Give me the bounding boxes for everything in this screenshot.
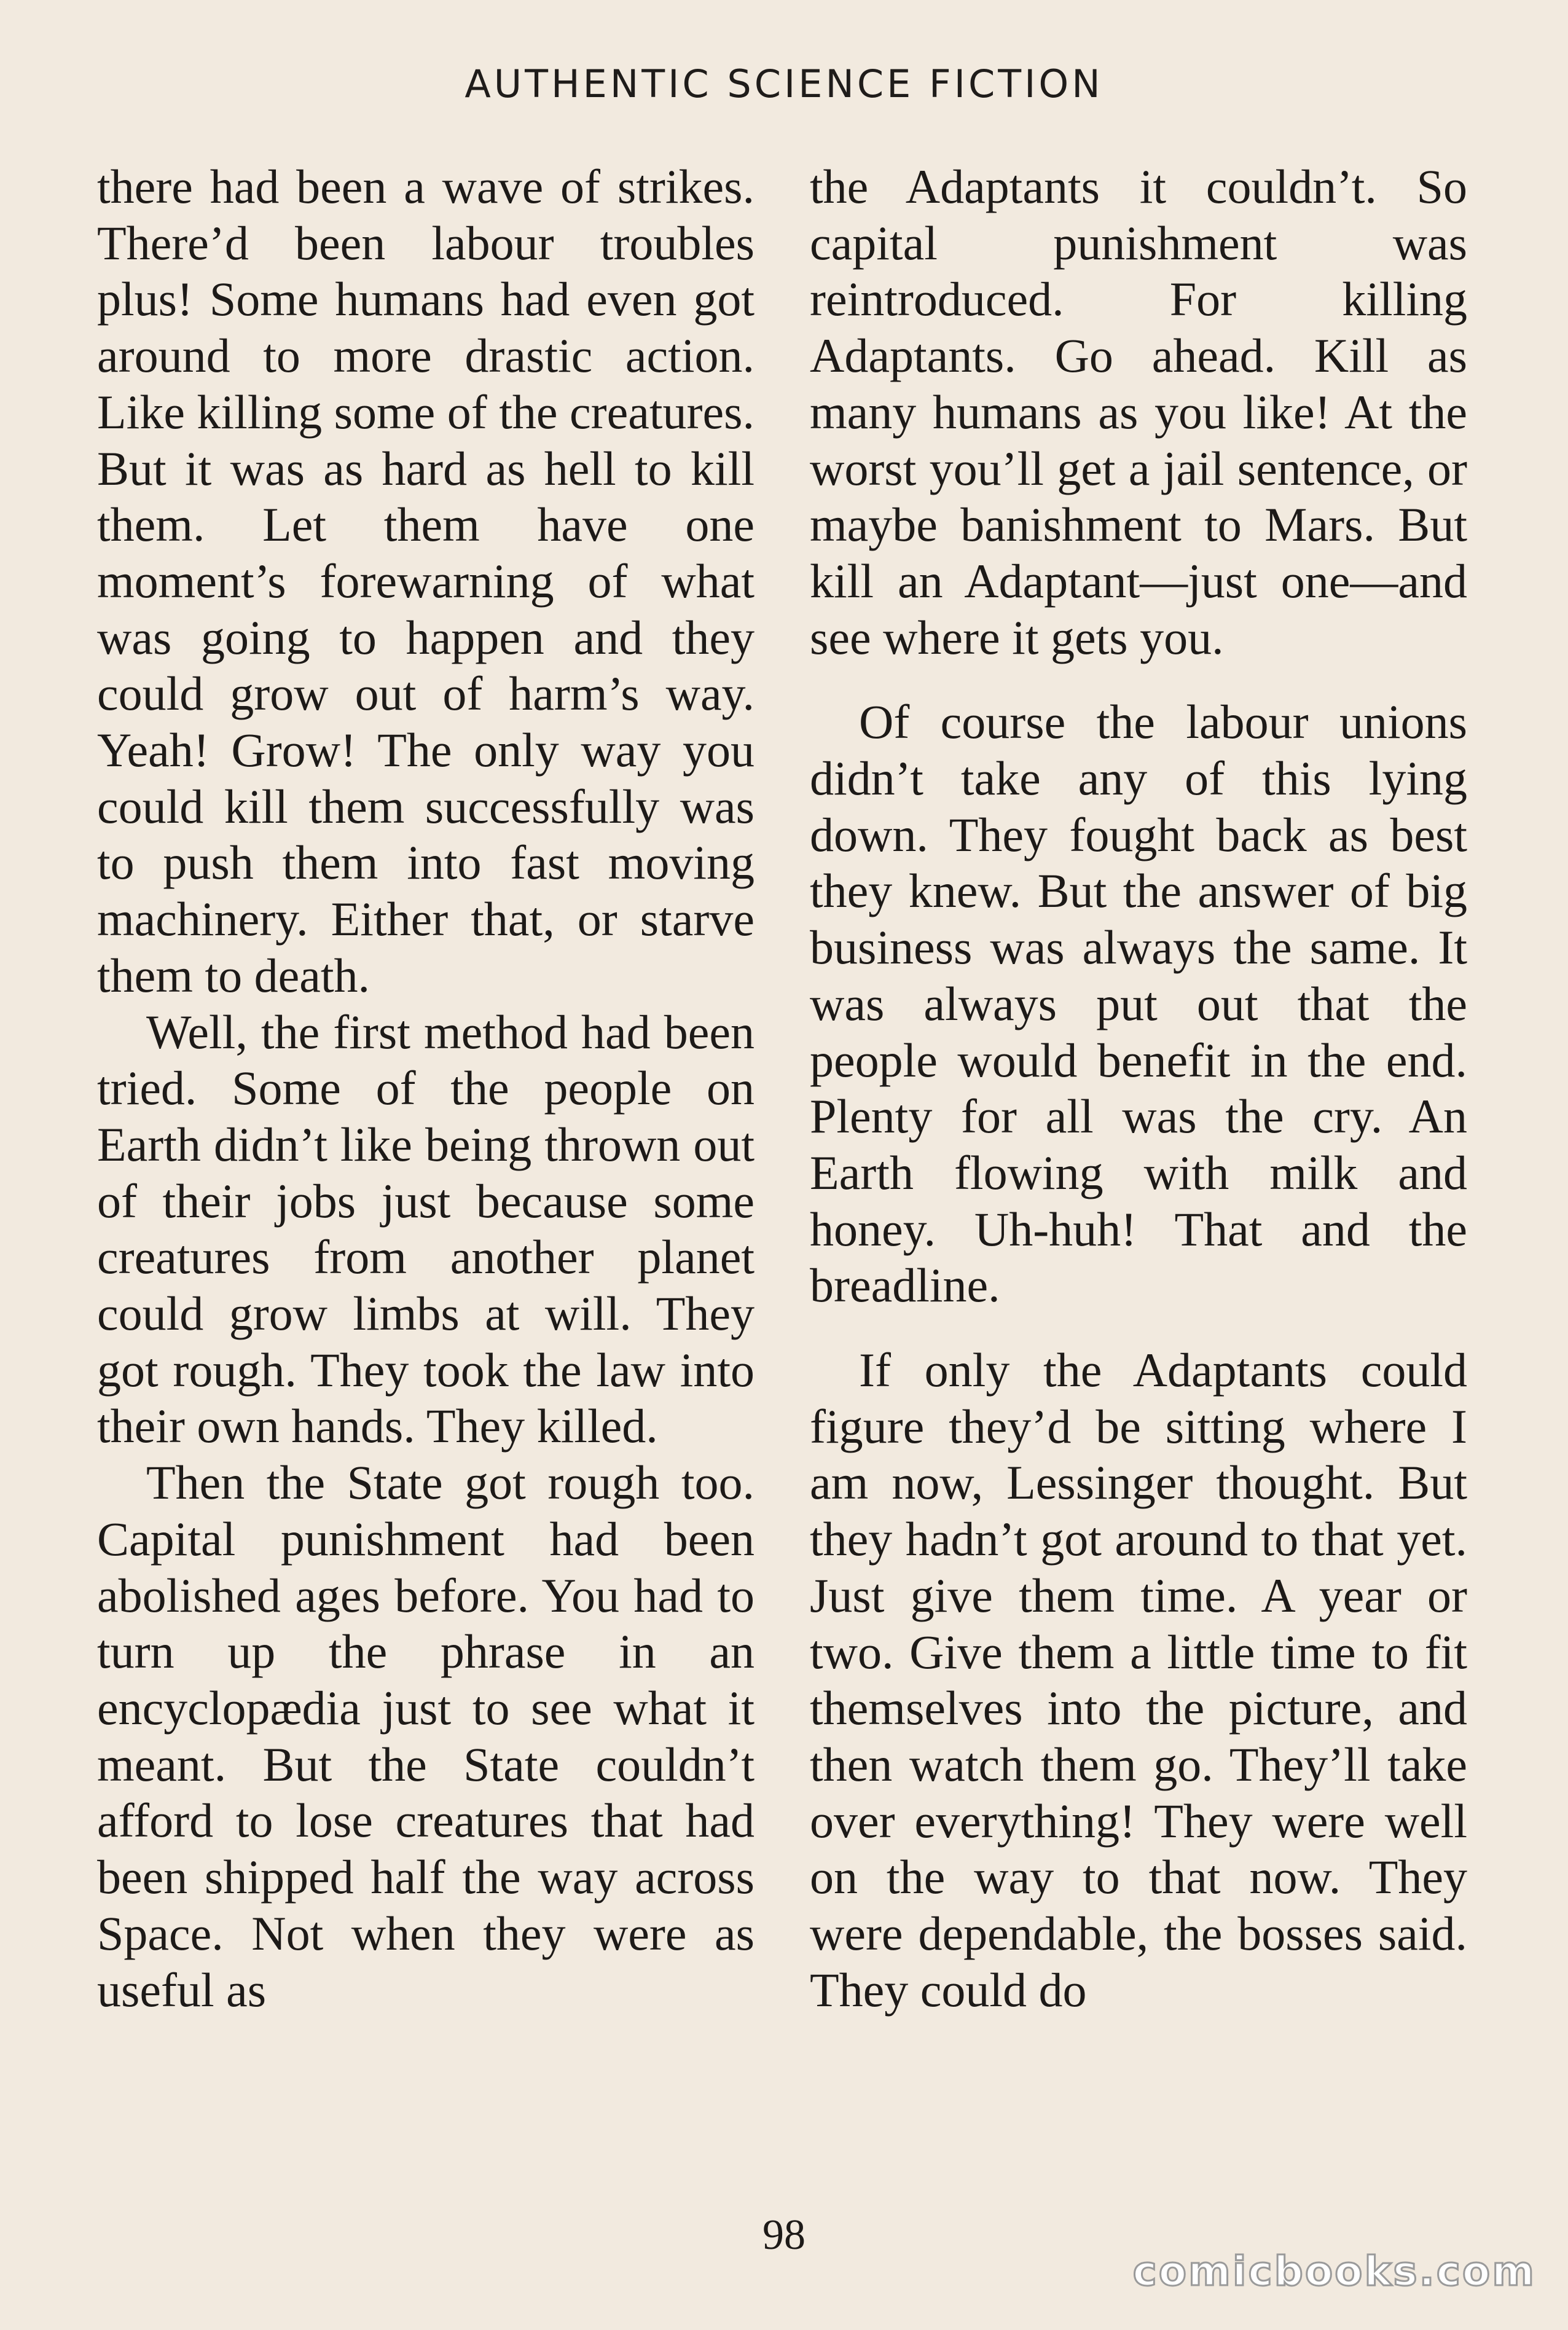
paragraph: the Adaptants it couldn’t. So capital punishment was reintroduced. For killing Adaptants. Go ahead. Kill as many humans as you like! At the worst you’ll get a jail sentence, or maybe banishment to Mars. But kill an Adaptant—just one—and see where it gets you. [810, 160, 1467, 664]
right-column [810, 159, 1467, 2018]
watermark: comicbooks.com [1132, 2248, 1536, 2295]
left-column [97, 159, 755, 2018]
paragraph: there had been a wave of strikes. There’d been labour troubles plus! Some humans had even got around to more drastic action. Like killing some of the creatures. But it was as hard as hell to kill them. Let them have one moment’s forewarning of what was going to happen and they could grow out of harm’s way. Yeah! Grow! The only way you could kill them successfully was to push them into fast moving machinery. Either that, or starve them to death. [97, 160, 755, 1002]
paragraph: If only the Adaptants could figure they’d be sitting where I am now, Lessinger thought. But they hadn’t got around to that yet. Just give them time. A year or two. Give them a little time to fit themselves into the picture, and then watch them go. They’ll take over everything! They were well on the way to that now. They were dependable, the bosses said. They could do [810, 1343, 1467, 2017]
paragraph: Of course the labour unions didn’t take any of this lying down. They fought back as best they knew. But the answer of big business was always the same. It was always put out that the people would benefit in the end. Plenty for all was the cry. An Earth flowing with milk and honey. Uh-huh! That and the breadline. [810, 695, 1467, 1312]
running-head: AUTHENTIC SCIENCE FICTION [465, 61, 1103, 106]
paragraph: Well, the first method had been tried. Some of the people on Earth didn’t like being thrown out of their jobs just because some creatures from another planet could grow limbs at will. They got rough. They took the law into their own hands. They killed. [97, 1005, 755, 1453]
page-number: 98 [762, 2211, 806, 2259]
paragraph: Then the State got rough too. Capital punishment had been abolished ages before. You had to turn up the phrase in an encyclopædia just to see what it meant. But the State couldn’t afford to lose creatures that had been shipped half the way across Space. Not when they were as useful as [97, 1456, 755, 2017]
